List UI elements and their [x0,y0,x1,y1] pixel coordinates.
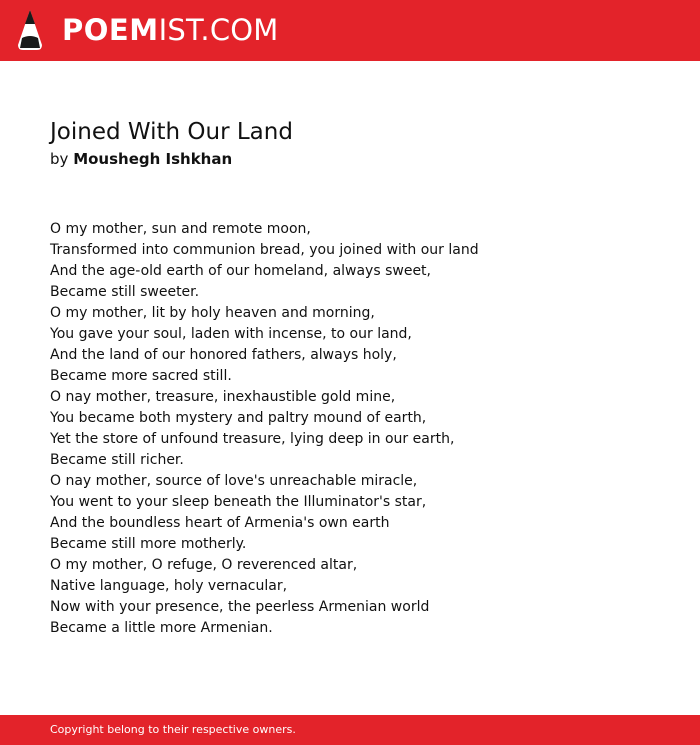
poem-line: Became more sacred still. [50,368,232,384]
poem-line: And the boundless heart of Armenia's own earth [50,515,390,531]
poem-line: You became both mystery and paltry mound of earth, [50,410,427,426]
poem-line: O nay mother, source of love's unreachable miracle, [50,473,418,489]
poem-line: Became still more motherly. [50,536,247,552]
poem-line: You gave your soul, laden with incense, to our land, [50,326,412,342]
poem-line: Transformed into communion bread, you joined with our land [50,242,479,258]
logo-light-text: IST.COM [158,13,279,47]
poem-line: Now with your presence, the peerless Armenian world [50,599,430,615]
by-label: by [50,150,69,168]
poem-line: O my mother, lit by holy heaven and morning, [50,305,375,321]
poem-line: And the age-old earth of our homeland, always sweet, [50,263,432,279]
poem-line: Native language, holy vernacular, [50,578,288,594]
poem-line: You went to your sleep beneath the Illuminator's star, [50,494,427,510]
poem-body [50,219,479,639]
copyright-text: Copyright belong to their respective owners. [50,723,296,736]
logo-bold-text: POEM [62,13,159,47]
poem-line: O my mother, sun and remote moon, [50,221,311,237]
poem-line: Became still richer. [50,452,184,468]
poem-line: Became still sweeter. [50,284,200,300]
poem-line: O nay mother, treasure, inexhaustible gold mine, [50,389,396,405]
site-logo[interactable] [62,12,279,48]
poem-line: And the land of our honored fathers, always holy, [50,347,397,363]
poem-byline [50,149,232,169]
author-name: Moushegh Ishkhan [73,150,233,168]
poem-line: Yet the store of unfound treasure, lying deep in our earth, [50,431,455,447]
site-footer [0,715,700,745]
pen-nib-icon [16,9,44,51]
poem-line: O my mother, O refuge, O reverenced altar, [50,557,358,573]
site-header [0,0,700,61]
poem-title: Joined With Our Land [50,119,293,145]
poem-line: Became a little more Armenian. [50,620,273,636]
